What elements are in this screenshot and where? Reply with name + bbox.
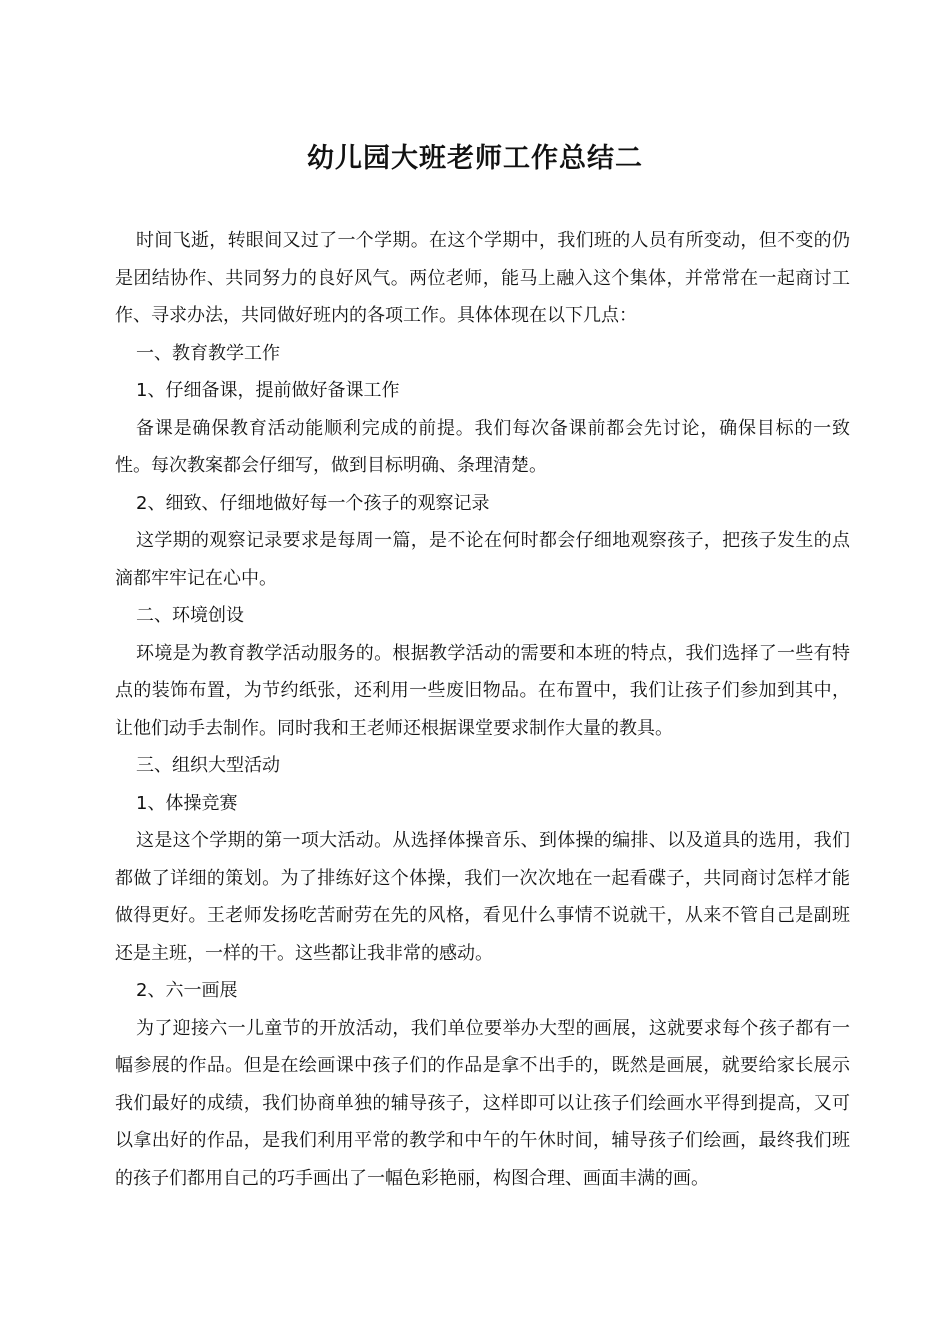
paragraph-gymnastics: 这是这个学期的第一项大活动。从选择体操音乐、到体操的编排、以及道具的选用，我们都做了详细的策划。为了排练好这个体操，我们一次次地在一起看碟子，共同商讨怎样才能做得更好。王老师发扬吃苦耐劳在先的风格，看见什么事情不说就干，从来不管自己是副班还是主班，一样的干。这些都让我非常的感动。 <box>115 830 850 964</box>
subheading-1-2: 2、细致、仔细地做好每一个孩子的观察记录 <box>136 492 490 514</box>
paragraph-lesson-prep: 备课是确保教育活动能顺利完成的前提。我们每次备课前都会先讨论，确保目标的一致性。每次教案都会仔细写，做到目标明确、条理清楚。 <box>115 417 850 476</box>
paragraph-environment: 环境是为教育教学活动服务的。根据教学活动的需要和本班的特点，我们选择了一些有特点的装饰布置，为节约纸张，还利用一些废旧物品。在布置中，我们让孩子们参加到其中，让他们动手去制作。同时我和王老师还根据课堂要求制作大量的教具。 <box>115 642 850 739</box>
document-title: 幼儿园大班老师工作总结二 <box>307 143 643 174</box>
subheading-3-1: 1、体操竞赛 <box>136 792 238 814</box>
subheading-3-2: 2、六一画展 <box>136 980 238 1001</box>
paragraph-intro: 时间飞逝，转眼间又过了一个学期。在这个学期中，我们班的人员有所变动，但不变的仍是团结协作、共同努力的良好风气。两位老师，能马上融入这个集体，并常常在一起商讨工作、寻求办法，共同做好班内的各项工作。具体体现在以下几点： <box>115 230 850 326</box>
section-heading-2: 二、环境创设 <box>136 605 244 626</box>
paragraph-art-exhibition: 为了迎接六一儿童节的开放活动，我们单位要举办大型的画展，这就要求每个孩子都有一幅参展的作品。但是在绘画课中孩子们的作品是拿不出手的，既然是画展，就要给家长展示我们最好的成绩，我们协商单独的辅导孩子，这样即可以让孩子们绘画水平得到提高，又可以拿出好的作品，是我们利用平常的教学和中午的午休时间，辅导孩子们绘画，最终我们班的孩子们都用自己的巧手画出了一幅色彩艳丽，构图合理、画面丰满的画。 <box>115 1017 850 1189</box>
subheading-1-1: 1、仔细备课，提前做好备课工作 <box>136 380 400 401</box>
section-heading-1: 一、教育教学工作 <box>136 342 280 364</box>
document-body <box>115 222 850 1197</box>
paragraph-observation: 这学期的观察记录要求是每周一篇，是不论在何时都会仔细地观察孩子，把孩子发生的点滴都牢牢记在心中。 <box>115 530 850 589</box>
section-heading-3: 三、组织大型活动 <box>136 755 280 776</box>
